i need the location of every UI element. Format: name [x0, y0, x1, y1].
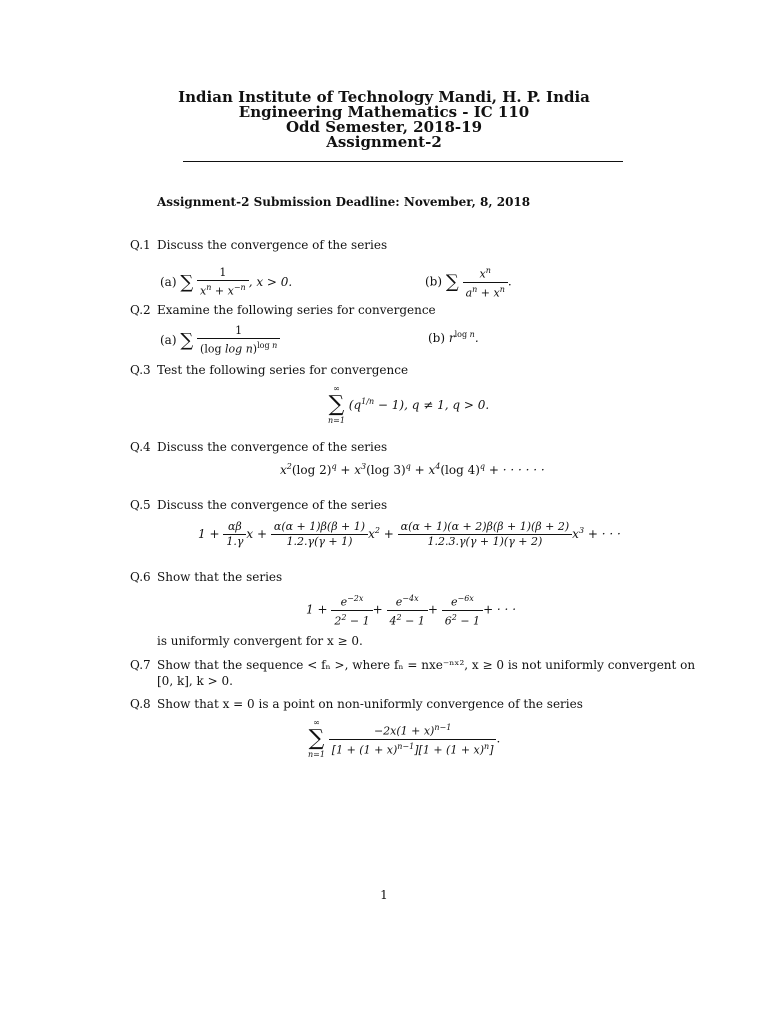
q4-series: $x^2(\log$ $2)^q + x^3(\log$ $3)^q + x^4(\log$ 4)$^q$ + · · · · · · [280, 462, 545, 477]
header-rule [183, 161, 623, 162]
fraction: $\frac{1}{(\log \log n)^{log n}}$ [197, 324, 280, 357]
fraction: $\frac{-2x(1 + x)^{n-1}}{[1 + (1 + x)^{n-1}][1 + (1 + x)^n]}$ [329, 721, 497, 757]
fraction: $\frac{x^n}{a^n + x^n}$ [463, 264, 508, 300]
question-number: Q.2 [130, 303, 151, 317]
question-number: Q.6 [130, 570, 151, 584]
question-text: Show that x = 0 is a point on non-uniformly convergence of the series [157, 697, 583, 711]
q2-part-a [160, 324, 280, 357]
assignment-title: Assignment-2 [326, 133, 442, 151]
fraction: $\frac{e^{-2x}}{2^2 - 1}$ [331, 592, 372, 628]
question-number: Q.7 [130, 658, 151, 672]
part-label: (a) [160, 274, 177, 289]
sum-symbol: ∑ [180, 329, 194, 351]
q6-series: 1 + $\frac{e^{-2x}}{2^2 - 1}$ + $\frac{e^{-4x}}{4^2 - 1}$ + $\frac{e^{-6x}}{6^2 - 1}$ + · · · [306, 594, 517, 628]
fraction: $\frac{\alpha(\alpha + 1)\beta(\beta + 1)}{1.2.\gamma(\gamma + 1)}$ [271, 520, 368, 549]
part-label: (a) [160, 332, 177, 347]
question-text: is uniformly convergent for x ≥ 0. [157, 634, 363, 648]
course-title: Engineering Mathematics - IC 110 [238, 103, 530, 121]
q3-series: ∞ ∑ n=1 $(q^{1/n} - 1)$, q ≠ 1, q > 0. [328, 384, 490, 425]
submission-deadline: Assignment-2 Submission Deadline: November, 8, 2018 [157, 195, 531, 209]
document-header [0, 90, 768, 150]
question-text-continued: [0, k], k > 0. [157, 674, 233, 688]
sum-symbol: ∞ ∑ n=1 [328, 384, 345, 425]
page-number: 1 [380, 888, 388, 902]
q1-part-a: (a) ∑ $\frac{1}{x^n + x^{-n}}$ , x > 0. [160, 266, 293, 298]
fraction: $\frac{\alpha(\alpha + 1)(\alpha + 2)\beta(\beta + 1)(\beta + 2)}{1.2.3.\gamma(\gamma + 1)(\gamma + 2)}$ [398, 520, 573, 549]
question-text: Discuss the convergence of the series [157, 498, 388, 512]
question-number: Q.1 [130, 238, 151, 252]
question-text: Show that the series [157, 570, 283, 584]
question-text: Test the following series for convergence [157, 363, 409, 377]
question-number: Q.3 [130, 363, 151, 377]
question-text: Examine the following series for convergence [157, 303, 436, 317]
part-label: (b) [425, 274, 443, 289]
fraction: $\frac{e^{-4x}}{4^2 - 1}$ [387, 592, 428, 628]
q5-series: 1 + $\frac{\alpha\beta}{1.\gamma}$ x + $\frac{\alpha(\alpha + 1)\beta(\beta + 1)}{1.2.\gamma(\gamma + 1)}$ $x^2$ + $\frac{\alpha(\alpha + 1)(\alpha + 2)\beta(\beta + 1)(\beta + 2)}{1.2.3.\gamma(\gamma + 1)(\gamma + 2)}$ $x^3$ + · · · [198, 520, 621, 548]
question-text: Discuss the convergence of the series [157, 238, 388, 252]
fraction: $\frac{1}{x^n + x^{-n}}$ [197, 266, 249, 299]
semester: Odd Semester, 2018-19 [285, 118, 483, 136]
question-text: Discuss the convergence of the series [157, 440, 388, 454]
question-number: Q.5 [130, 498, 151, 512]
question-number: Q.4 [130, 440, 151, 454]
q2-part-b: (b) $r^{log n}$. [428, 330, 479, 345]
fraction: $\frac{\alpha\beta}{1.\gamma}$ [223, 520, 246, 549]
q1-part-b: (b) ∑ $\frac{x^n}{a^n + x^n}$ . [425, 266, 512, 300]
sum-symbol: ∑ [445, 271, 459, 293]
part-label: (b) [428, 331, 446, 345]
fraction: $\frac{e^{-6x}}{6^2 - 1}$ [442, 592, 483, 628]
question-text: Show that the sequence < fₙ >, where fₙ = nxe⁻ⁿˣ², x ≥ 0 is not uniformly convergent on [157, 658, 696, 672]
institute-name: Indian Institute of Technology Mandi, H. P. India [178, 88, 590, 106]
sum-symbol: ∞ ∑ n=1 [308, 718, 325, 759]
question-number: Q.8 [130, 697, 151, 711]
sum-symbol: ∑ [180, 271, 194, 293]
q8-series: ∞ ∑ n=1 $\frac{-2x(1 + x)^{n-1}}{[1 + (1 + x)^{n-1}][1 + (1 + x)^n]}$ . [308, 718, 501, 759]
